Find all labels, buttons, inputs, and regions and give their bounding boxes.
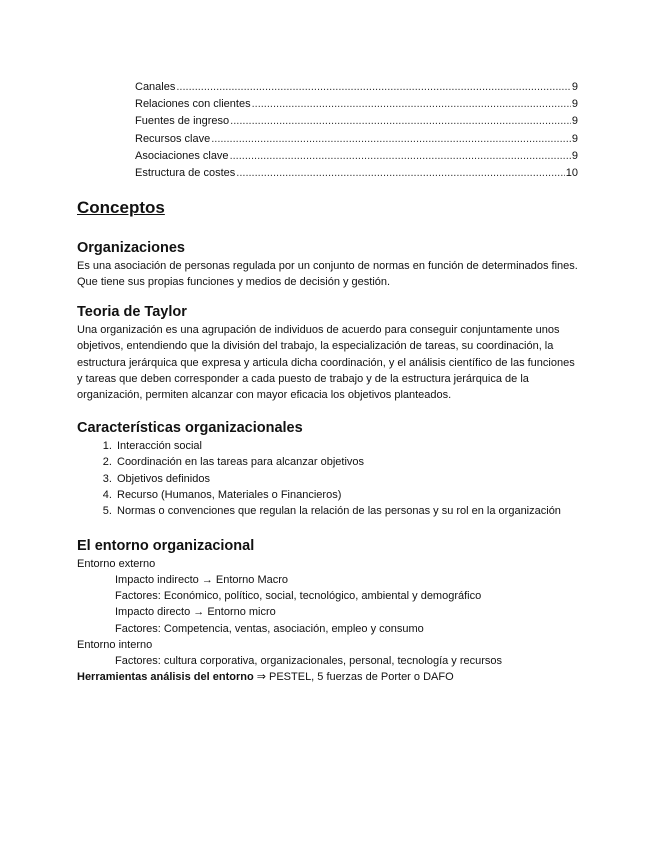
organizaciones-paragraph: Es una asociación de personas regulada por un conjunto de normas en función de determinados fines. Que tiene sus propias funciones y medios de decisión y gestión. [77, 260, 578, 289]
toc-entry-page: 9 [571, 81, 578, 93]
toc-entry-label: Canales [135, 81, 176, 93]
toc-entry[interactable] [135, 96, 578, 113]
toc-leader-dots [211, 131, 571, 148]
toc-leader-dots [176, 79, 571, 96]
toc-entry-page: 9 [571, 115, 578, 128]
toc-leader-dots [230, 148, 571, 165]
list-item: 1. Interacción social [115, 438, 582, 454]
toc-leader-dots [230, 113, 571, 130]
caracteristicas-list [77, 438, 582, 520]
section-heading-entorno: El entorno organizacional [77, 537, 255, 554]
toc-entry[interactable] [135, 131, 578, 148]
toc-entry-page: 10 [565, 166, 578, 179]
toc-leader-dots [236, 165, 564, 182]
section-heading-organizaciones: Organizaciones [77, 240, 185, 256]
toc-entry-label: Recursos clave [135, 132, 211, 145]
toc-entry[interactable] [135, 148, 578, 165]
table-of-contents [135, 79, 578, 182]
entorno-interno-label: Entorno interno [77, 638, 153, 651]
entorno-externo-line: Impacto indirecto → Entorno Macro [115, 574, 289, 587]
toc-entry-label: Relaciones con clientes [135, 98, 251, 111]
toc-entry-page: 9 [571, 132, 578, 145]
entorno-externo-line: Impacto directo → Entorno micro [115, 606, 276, 619]
list-item: 3. Objetivos definidos [115, 471, 582, 487]
herramientas-line [77, 669, 582, 685]
list-item: 4. Recurso (Humanos, Materiales o Financieros) [115, 487, 582, 503]
toc-entry-page: 9 [571, 98, 578, 111]
toc-entry-label: Asociaciones clave [135, 149, 229, 162]
toc-leader-dots [252, 96, 571, 113]
toc-entry[interactable] [135, 79, 578, 96]
section-heading-taylor: Teoria de Taylor [77, 303, 187, 320]
toc-entry-label: Fuentes de ingreso [135, 115, 230, 128]
entorno-externo-line: Factores: Competencia, ventas, asociación, empleo y consumo [115, 622, 424, 635]
entorno-externo-label: Entorno externo [77, 557, 156, 570]
herramientas-label: Herramientas análisis del entorno [77, 671, 254, 684]
section-heading-caracteristicas: Características organizacionales [77, 419, 303, 436]
entorno-interno-line: Factores: cultura corporativa, organizacionales, personal, tecnología y recursos [115, 655, 503, 668]
list-item: 2. Coordinación en las tareas para alcanzar objetivos [115, 454, 582, 470]
document-body [77, 196, 582, 686]
page-title: Conceptos [77, 198, 165, 217]
entorno-externo-line: Factores: Económico, político, social, tecnológico, ambiental y demográfico [115, 590, 482, 603]
toc-entry-label: Estructura de costes [135, 166, 236, 179]
toc-entry[interactable] [135, 113, 578, 130]
taylor-paragraph: Una organización es una agrupación de individuos de acuerdo para conseguir conjuntamente unos objetivos, entendiendo que la división del trabajo, la especialización de tareas, su coordinación, la estructura jerárquica que expresa y articula dicha coordinación, y el análisis científico de las funciones y tareas que deben corresponder a cada puesto de trabajo y de la estructura jerárquica de la organización, permiten alcanzar con mayor eficacia los objetivos planteados. [77, 323, 575, 402]
toc-entry[interactable] [135, 165, 578, 182]
list-item: 5. Normas o convenciones que regulan la relación de las personas y su rol en la organización [115, 503, 582, 519]
herramientas-text: ⇒ PESTEL, 5 fuerzas de Porter o DAFO [253, 671, 454, 684]
toc-entry-page: 9 [571, 149, 578, 162]
